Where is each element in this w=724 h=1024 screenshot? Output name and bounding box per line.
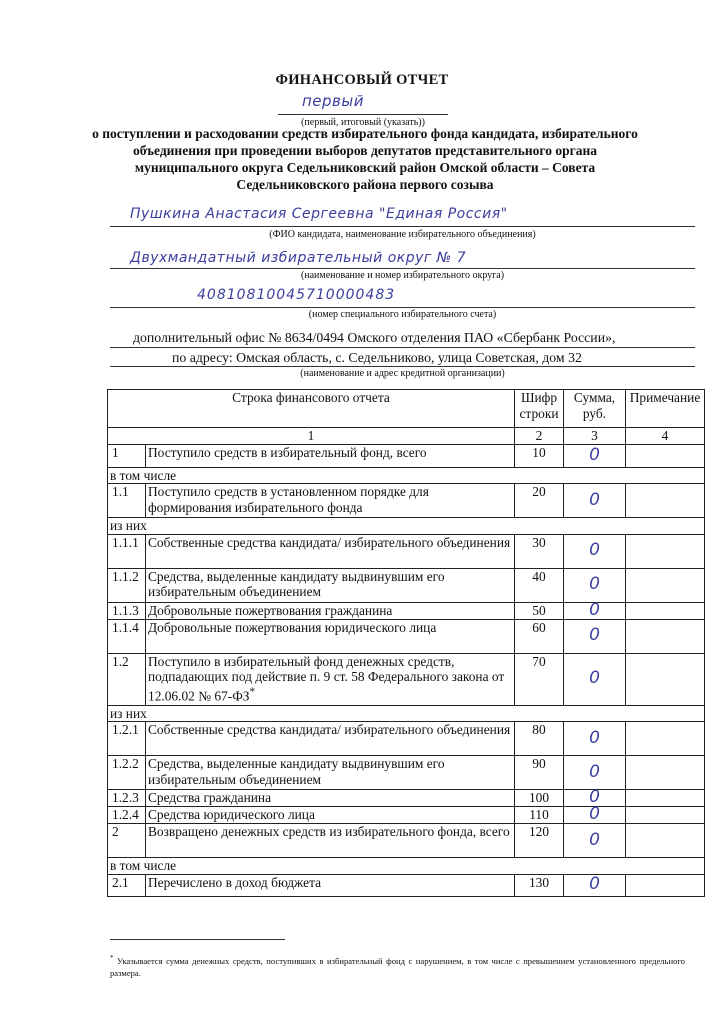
footnote-mark: * [110, 954, 114, 962]
row-text-content: Поступило в избирательный фонд денежных средств, подпадающих под действие п. 9 ст. 58 Федерального закона от 12.06.02 № 67-ФЗ [148, 653, 505, 703]
row-sum [564, 804, 626, 825]
candidate-handwritten: Пушкина Анастасия Сергеевна "Единая Россия" [130, 206, 508, 222]
row-text: Добровольные пожертвования юридического лица [146, 619, 515, 653]
table-row [108, 756, 705, 790]
handwritten-amount: 0 [589, 804, 600, 825]
row-text: Собственные средства кандидата/ избирательного объединения [146, 534, 515, 568]
table-row [108, 722, 705, 756]
section-row [108, 858, 705, 875]
row-number: 1.2.1 [108, 722, 146, 756]
row-number: 1.1 [108, 484, 146, 518]
footnote-separator [110, 939, 285, 940]
row-number: 1.1.1 [108, 534, 146, 568]
bank-line-2: по адресу: Омская область, с. Седельниково, улица Советская, дом 32 [172, 350, 582, 365]
column-number-1: 1 [108, 428, 515, 445]
handwritten-amount: 0 [589, 727, 600, 748]
district-caption: (наименование и номер избирательного округа) [300, 270, 505, 281]
row-number: 1.2.4 [108, 807, 146, 824]
table-row [108, 602, 705, 619]
row-note [626, 484, 705, 518]
row-text: Собственные средства кандидата/ избирательного объединения [146, 722, 515, 756]
column-numbering-row [108, 428, 705, 445]
table-row [108, 874, 705, 896]
row-note [626, 653, 705, 705]
row-code: 50 [515, 602, 564, 619]
table-row [108, 619, 705, 653]
report-heading: о поступлении и расходовании средств избирательного фонда кандидата, избирательного объединения при проведении выборов депутатов представительного органа муниципального округа Седельниковский район Омской области – Совета Седельниковского района первого созыва [92, 126, 638, 192]
row-code: 80 [515, 722, 564, 756]
column-number-2: 2 [515, 428, 564, 445]
row-text [146, 653, 515, 705]
handwritten-amount: 0 [589, 761, 600, 782]
header-note: Примечание [626, 390, 705, 428]
row-sum [564, 824, 626, 858]
bank-underline-2 [110, 366, 695, 367]
row-text: Поступило средств в избирательный фонд, всего [146, 444, 515, 467]
row-note [626, 602, 705, 619]
row-text: Перечислено в доход бюджета [146, 874, 515, 896]
row-text: Средства, выделенные кандидату выдвинувшим его избирательным объединением [146, 756, 515, 790]
section-row [108, 705, 705, 722]
row-number: 1.2.3 [108, 790, 146, 807]
row-note [626, 619, 705, 653]
financial-report-table [107, 389, 705, 897]
row-number: 2 [108, 824, 146, 858]
row-number: 1.1.4 [108, 619, 146, 653]
account-handwritten: 40810810045710000483 [197, 287, 396, 303]
account-line [110, 307, 695, 308]
handwritten-amount: 0 [589, 574, 600, 595]
row-sum [564, 874, 626, 896]
bank-line-1: дополнительный офис № 8634/0494 Омского отделения ПАО «Сбербанк России», [133, 330, 616, 345]
row-text: Средства гражданина [146, 790, 515, 807]
row-code: 90 [515, 756, 564, 790]
row-note [626, 756, 705, 790]
district-handwritten: Двухмандатный избирательный округ № 7 [130, 250, 467, 266]
row-note [626, 534, 705, 568]
row-text: Добровольные пожертвования гражданина [146, 602, 515, 619]
report-title: ФИНАНСОВЫЙ ОТЧЕТ [275, 72, 449, 88]
row-sum [564, 756, 626, 790]
row-code: 70 [515, 653, 564, 705]
footnote-marker: * [249, 685, 256, 698]
section-label: в том числе [108, 858, 705, 875]
footnote-text: Указывается сумма денежных средств, поступивших в избирательный фонд с нарушением, в том числе с превышением установленного предельного размера. [110, 955, 685, 978]
row-code: 30 [515, 534, 564, 568]
row-code: 20 [515, 484, 564, 518]
row-number: 1 [108, 444, 146, 467]
row-note [626, 722, 705, 756]
table-row [108, 568, 705, 602]
table-row [108, 534, 705, 568]
row-note [626, 790, 705, 807]
row-note [626, 807, 705, 824]
table-row [108, 790, 705, 807]
candidate-line [110, 226, 695, 227]
report-type-handwritten: первый [302, 92, 364, 110]
district-line [110, 268, 695, 269]
handwritten-amount: 0 [589, 489, 600, 510]
row-sum [564, 444, 626, 467]
handwritten-amount: 0 [589, 787, 600, 808]
row-text: Поступило средств в установленном порядке для формирования избирательного фонда [146, 484, 515, 518]
handwritten-amount: 0 [589, 599, 600, 620]
row-number: 1.1.2 [108, 568, 146, 602]
row-code: 100 [515, 790, 564, 807]
header-amount: Сумма, руб. [564, 390, 626, 428]
section-row [108, 518, 705, 535]
table-row [108, 444, 705, 467]
table-row [108, 653, 705, 705]
footnote [110, 952, 685, 979]
candidate-caption: (ФИО кандидата, наименование избирательного объединения) [269, 229, 536, 240]
handwritten-amount: 0 [589, 444, 600, 465]
table-header-row [108, 390, 705, 428]
table-row [108, 484, 705, 518]
header-line-code: Шифр строки [515, 390, 564, 428]
report-type-caption: (первый, итоговый (указать)) [301, 117, 425, 128]
row-code: 120 [515, 824, 564, 858]
row-code: 60 [515, 619, 564, 653]
section-row [108, 467, 705, 484]
handwritten-amount: 0 [589, 625, 600, 646]
row-code: 10 [515, 444, 564, 467]
row-sum [564, 619, 626, 653]
table-row [108, 824, 705, 858]
section-label: в том числе [108, 467, 705, 484]
row-note [626, 874, 705, 896]
report-type-line [278, 114, 448, 115]
bank-underline-1 [110, 347, 695, 348]
row-number: 1.1.3 [108, 602, 146, 619]
section-label: из них [108, 518, 705, 535]
row-sum [564, 534, 626, 568]
account-caption: (номер специального избирательного счета) [308, 309, 497, 320]
handwritten-amount: 0 [589, 874, 600, 895]
row-sum [564, 722, 626, 756]
row-sum [564, 484, 626, 518]
row-sum [564, 568, 626, 602]
column-number-3: 3 [564, 428, 626, 445]
bank-caption: (наименование и адрес кредитной организации) [300, 368, 505, 379]
column-number-4: 4 [626, 428, 705, 445]
handwritten-amount: 0 [589, 540, 600, 561]
row-text: Средства, выделенные кандидату выдвинувшим его избирательным объединением [146, 568, 515, 602]
row-code: 40 [515, 568, 564, 602]
header-report-line: Строка финансового отчета [108, 390, 515, 428]
row-note [626, 568, 705, 602]
row-text: Возвращено денежных средств из избирательного фонда, всего [146, 824, 515, 858]
handwritten-amount: 0 [589, 668, 600, 689]
row-sum [564, 653, 626, 705]
row-note [626, 444, 705, 467]
section-label: из них [108, 705, 705, 722]
handwritten-amount: 0 [589, 829, 600, 850]
row-code: 110 [515, 807, 564, 824]
row-sum [564, 599, 626, 620]
row-number: 1.2.2 [108, 756, 146, 790]
table-row [108, 807, 705, 824]
row-number: 2.1 [108, 874, 146, 896]
row-code: 130 [515, 874, 564, 896]
row-note [626, 824, 705, 858]
row-number: 1.2 [108, 653, 146, 705]
row-text: Средства юридического лица [146, 807, 515, 824]
